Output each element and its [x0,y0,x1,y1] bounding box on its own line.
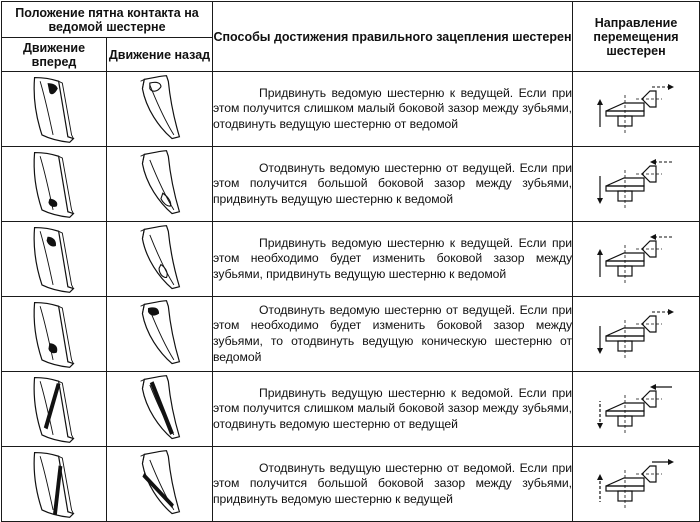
header-direction: Направление перемещения шестерен [573,2,700,72]
direction-diagram [573,222,700,297]
direction-diagram [573,372,700,447]
table-row [2,372,700,447]
table-row [2,147,700,222]
backward-tooth-diagram [107,447,213,522]
forward-tooth-diagram [2,447,107,522]
table-row [2,72,700,147]
header-backward: Движение назад [107,38,213,72]
backward-tooth-diagram [107,372,213,447]
table-row [2,447,700,522]
direction-diagram [573,447,700,522]
forward-tooth-diagram [2,297,107,372]
backward-tooth-diagram [107,297,213,372]
table-row [2,222,700,297]
header-contact-position: Положение пятна контакта на ведомой шестерне [2,2,213,38]
forward-tooth-diagram [2,72,107,147]
backward-tooth-diagram [107,72,213,147]
header-forward: Движение вперед [2,38,107,72]
method-text: Отодвинуть ведомую шестерню от ведущей. Если при этом получится большой боковой зазор между зубьями, придвинуть ведущую шестерню к ведомой [213,147,573,222]
forward-tooth-diagram [2,372,107,447]
gear-contact-table [1,1,700,522]
direction-diagram [573,72,700,147]
forward-tooth-diagram [2,222,107,297]
method-text: Отодвинуть ведомую шестерню от ведущей. Если при этом необходимо будет изменить боковой зазор между зубьями, то отодвинуть ведущую коническую шестерню от ведомой [213,297,573,372]
method-text: Придвинуть ведущую шестерню к ведомой. Если при этом получится слишком малый боковой зазор между зубьями, отодвинуть ведомую шестерню от ведущей [213,372,573,447]
method-text: Придвинуть ведомую шестерню к ведущей. Если при этом необходимо будет изменить боковой зазор между зубьями, придвинуть ведущую шестерню к ведомой [213,222,573,297]
header-methods: Способы достижения правильного зацепления шестерен [213,2,573,72]
backward-tooth-diagram [107,147,213,222]
method-text: Придвинуть ведомую шестерню к ведущей. Если при этом получится слишком малый боковой зазор между зубьями, отодвинуть ведущую шестерню от ведомой [213,72,573,147]
table-row [2,297,700,372]
direction-diagram [573,147,700,222]
method-text: Отодвинуть ведущую шестерню от ведомой. Если при этом получится большой боковой зазор между зубьями, придвинуть ведомую шестерню к ведущей [213,447,573,522]
forward-tooth-diagram [2,147,107,222]
direction-diagram [573,297,700,372]
backward-tooth-diagram [107,222,213,297]
